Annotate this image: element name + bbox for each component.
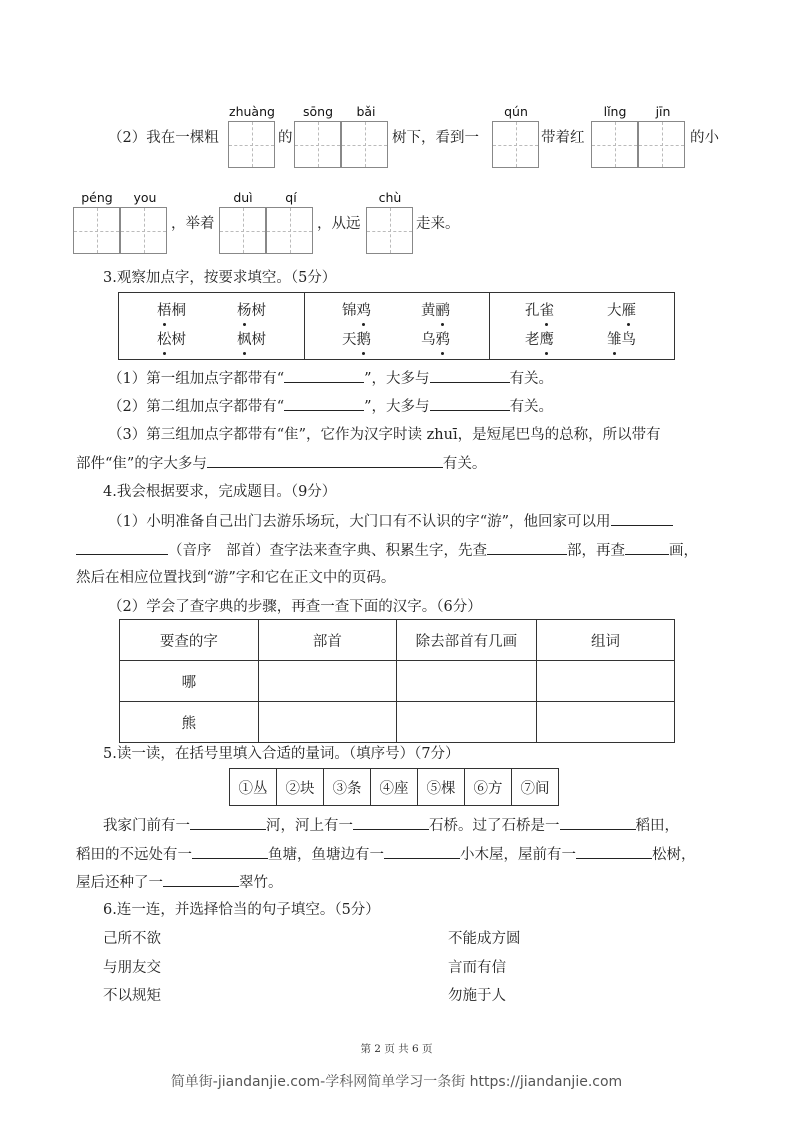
- q3-sub1-text: （1）第一组加点字都带有“: [108, 371, 285, 387]
- word-group2-2: 黄鹂: [421, 303, 450, 319]
- pinyin-label: chù: [378, 190, 402, 205]
- q6-title: 6.连一连，并选择恰当的句子填空。（5分）: [103, 902, 380, 918]
- q5-text: 屋后还种了一: [76, 875, 163, 891]
- pinyin-label: you: [133, 190, 157, 205]
- table-cell-char: 哪: [120, 661, 259, 702]
- q4-sub1-line2: [76, 540, 698, 561]
- measure-word-options: [229, 768, 559, 806]
- writing-box[interactable]: [591, 121, 638, 168]
- q5-text: 鱼塘，鱼塘边有一: [268, 847, 384, 863]
- q5-text: 翠竹。: [239, 875, 283, 891]
- page-number: 第 2 页 共 6 页: [360, 1043, 433, 1055]
- q4-sub1-line3: 然后在相应位置找到“游”字和它在正文中的页码。: [76, 570, 396, 586]
- q5-text: 稻田，: [635, 818, 679, 834]
- answer-blank[interactable]: [284, 368, 364, 383]
- writing-box[interactable]: [266, 207, 313, 254]
- q5-line3: [76, 872, 283, 893]
- option-item: ②块: [277, 769, 324, 806]
- answer-blank[interactable]: [190, 815, 266, 830]
- q3-sub1-text: 有关。: [509, 371, 554, 387]
- table-cell-char: 熊: [120, 702, 259, 743]
- q4-sub1-text: （1）小明准备自己出门去游乐场玩，大门口有不认识的字“游”，他回家可以用: [108, 514, 611, 530]
- pinyin-label: péng: [81, 190, 113, 205]
- match-left-item[interactable]: 不以规矩: [103, 988, 161, 1004]
- q3-word-groups: [118, 292, 675, 360]
- answer-blank[interactable]: [76, 540, 168, 555]
- q4-sub2: （2）学会了查字典的步骤，再查一查下面的汉字。（6分）: [108, 599, 482, 615]
- word-group3-4: 雏鸟: [607, 332, 636, 348]
- answer-blank[interactable]: [207, 453, 443, 468]
- table-cell-answer[interactable]: [396, 702, 536, 743]
- writing-box[interactable]: [228, 121, 275, 168]
- word-group3-2: 大雁: [607, 303, 636, 319]
- option-item: ⑥方: [465, 769, 512, 806]
- q4-sub1-text: 画，: [669, 543, 698, 559]
- table-cell-answer[interactable]: [396, 661, 536, 702]
- q4-title: 4.我会根据要求，完成题目。（9分）: [103, 484, 337, 500]
- q3-sub1-text: ”，大多与: [364, 371, 430, 387]
- table-cell-answer[interactable]: [258, 702, 396, 743]
- writing-box[interactable]: [492, 121, 539, 168]
- answer-blank[interactable]: [487, 540, 567, 555]
- q5-text: 稻田的不远处有一: [76, 847, 192, 863]
- answer-blank[interactable]: [430, 368, 510, 383]
- writing-box[interactable]: [73, 207, 120, 254]
- q2-line1-mid2: 带着红: [541, 130, 585, 146]
- answer-blank[interactable]: [192, 844, 268, 859]
- match-left-item[interactable]: 己所不欲: [103, 931, 161, 947]
- table-header: 部首: [258, 620, 396, 661]
- word-group2-3: 天鹅: [342, 332, 371, 348]
- pinyin-label: jīn: [655, 104, 671, 119]
- q2-line2-tail: 走来。: [416, 216, 460, 232]
- word-group1-2: 杨树: [237, 303, 266, 319]
- writing-box[interactable]: [294, 121, 341, 168]
- match-right-item[interactable]: 勿施于人: [448, 988, 506, 1004]
- table-row: [120, 702, 675, 743]
- pinyin-label: qí: [285, 190, 297, 205]
- q5-text: 我家门前有一: [103, 818, 190, 834]
- answer-blank[interactable]: [611, 511, 673, 526]
- writing-box[interactable]: [366, 207, 413, 254]
- q5-line1: [103, 815, 679, 836]
- q3-sub3-text: 部件“隹”的字大多与: [76, 456, 207, 472]
- q4-sub1-text: 部，再查: [567, 543, 625, 559]
- q3-sub2: [108, 396, 553, 417]
- writing-box[interactable]: [638, 121, 685, 168]
- pinyin-label: bǎi: [356, 104, 376, 119]
- answer-blank[interactable]: [560, 815, 636, 830]
- answer-blank[interactable]: [284, 396, 364, 411]
- match-right-item[interactable]: 不能成方圆: [448, 931, 521, 947]
- table-header: 组词: [536, 620, 674, 661]
- word-group1-1: 梧桐: [157, 303, 186, 319]
- q3-sub1: [108, 368, 553, 389]
- table-header-row: [120, 620, 675, 661]
- answer-blank[interactable]: [163, 872, 239, 887]
- pinyin-label: qún: [504, 104, 528, 119]
- answer-blank[interactable]: [384, 844, 460, 859]
- option-item: ⑤棵: [418, 769, 465, 806]
- table-cell-answer[interactable]: [258, 661, 396, 702]
- pinyin-label: zhuàng: [229, 104, 275, 119]
- word-group1-4: 枫树: [237, 332, 266, 348]
- option-item: ①丛: [230, 769, 277, 806]
- pinyin-label: sōng: [302, 104, 334, 119]
- table-header: 除去部首有几画: [396, 620, 536, 661]
- pinyin-label: duì: [233, 190, 253, 205]
- pinyin-label: lǐng: [603, 104, 627, 119]
- watermark-text: 简单街-jiandanjie.com-学科网简单学习一条街 https://jiandanjie.com: [170, 1074, 623, 1090]
- table-cell-answer[interactable]: [536, 702, 674, 743]
- answer-blank[interactable]: [576, 844, 652, 859]
- q4-sub1-line1: [108, 511, 673, 532]
- q5-text: 石桥。过了石桥是一: [429, 818, 560, 834]
- q3-sub2-text: ”，大多与: [364, 399, 430, 415]
- word-group3-1: 孔雀: [525, 303, 554, 319]
- q3-sub3-line1: （3）第三组加点字都带有“隹”，它作为汉字时读 zhuī，是短尾巴鸟的总称，所以带有: [108, 427, 661, 443]
- q2-line1-prefix: （2）我在一棵粗: [108, 130, 219, 146]
- table-row: [120, 661, 675, 702]
- q3-title: 3.观察加点字，按要求填空。（5分）: [103, 270, 337, 286]
- match-left-item[interactable]: 与朋友交: [103, 960, 161, 976]
- writing-box[interactable]: [341, 121, 388, 168]
- q5-line2: [76, 844, 696, 865]
- q5-title: 5.读一读，在括号里填入合适的量词。（填序号）（7分）: [103, 746, 460, 762]
- match-right-item[interactable]: 言而有信: [448, 960, 506, 976]
- q2-line1-mid1: 树下，看到一: [392, 130, 479, 146]
- answer-blank[interactable]: [430, 396, 510, 411]
- word-group2-4: 乌鸦: [421, 332, 450, 348]
- word-group2-1: 锦鸡: [342, 303, 371, 319]
- q2-line1-de: 的: [278, 130, 293, 146]
- option-item: ④座: [371, 769, 418, 806]
- q2-line1-tail: 的小: [690, 130, 719, 146]
- q5-text: 松树，: [652, 847, 696, 863]
- word-group1-3: 松树: [157, 332, 186, 348]
- q2-line2-mid1: ，举着: [171, 216, 215, 232]
- q4-sub1-text: （音序 部首）查字法来查字典、积累生字，先查: [168, 543, 487, 559]
- q5-text: 河，河上有一: [266, 818, 353, 834]
- option-item: ③条: [324, 769, 371, 806]
- q3-sub3-line2: [76, 453, 486, 474]
- table-header: 要查的字: [120, 620, 259, 661]
- writing-box[interactable]: [120, 207, 167, 254]
- dictionary-table: [119, 619, 675, 743]
- q2-line2-mid2: ，从远: [317, 216, 361, 232]
- writing-box[interactable]: [219, 207, 266, 254]
- answer-blank[interactable]: [353, 815, 429, 830]
- option-item: ⑦间: [512, 769, 559, 806]
- answer-blank[interactable]: [625, 540, 669, 555]
- q3-sub2-text: （2）第二组加点字都带有“: [108, 399, 285, 415]
- q3-sub2-text: 有关。: [509, 399, 554, 415]
- q3-sub3-text: 有关。: [442, 456, 487, 472]
- table-cell-answer[interactable]: [536, 661, 674, 702]
- q5-text: 小木屋，屋前有一: [460, 847, 576, 863]
- word-group3-3: 老鹰: [525, 332, 554, 348]
